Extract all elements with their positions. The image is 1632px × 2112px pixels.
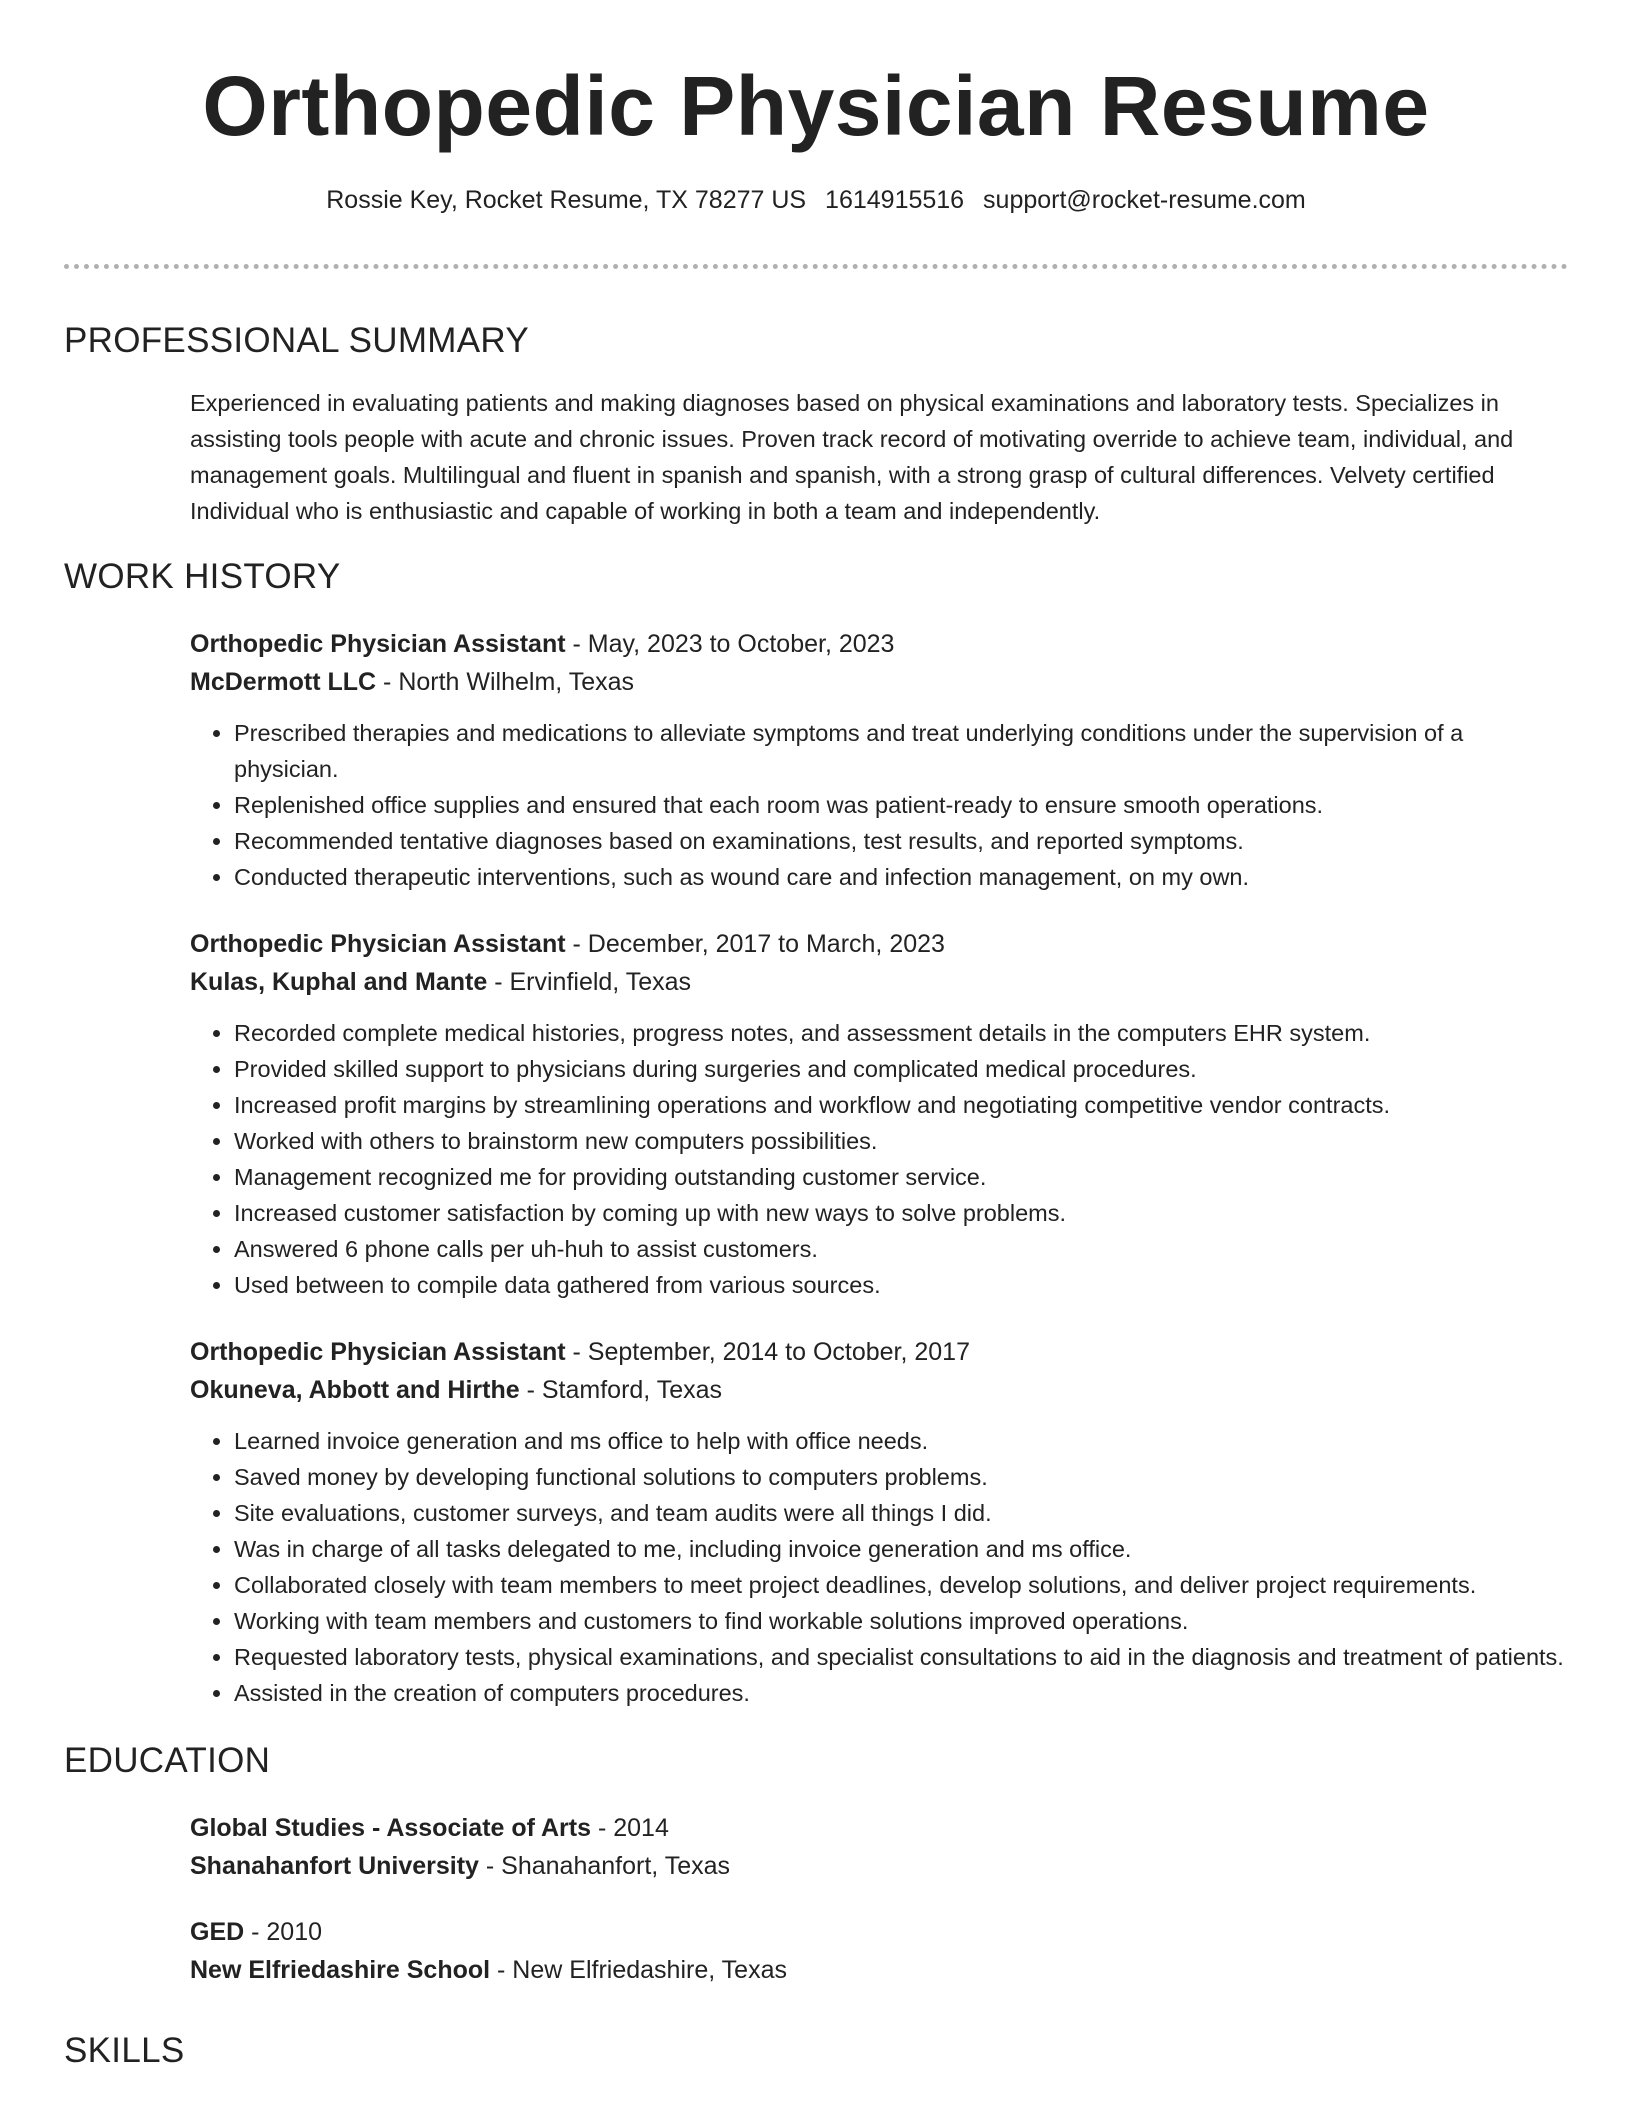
list-item: • Provided skilled support to physicians during surgeries and complicated medical procedures. <box>234 1051 1568 1087</box>
list-item: • Worked with others to brainstorm new computers possibilities. <box>234 1123 1568 1159</box>
job-bullets <box>190 715 1568 895</box>
list-item: • Increased profit margins by streamlining operations and workflow and negotiating competitive vendor contracts. <box>234 1087 1568 1123</box>
job-company: McDermott LLC <box>190 668 377 696</box>
list-item: • Prescribed therapies and medications to alleviate symptoms and treat underlying conditions under the supervision of a physician. <box>234 715 1568 787</box>
school: Shanahanfort University <box>190 1852 479 1880</box>
resume-title: Orthopedic Physician Resume <box>202 59 1430 153</box>
job-title-line <box>190 625 1568 663</box>
work-history-heading: WORK HISTORY <box>64 557 341 596</box>
school-line <box>190 1847 1568 1885</box>
job-title: Orthopedic Physician Assistant <box>190 630 566 658</box>
summary-heading: PROFESSIONAL SUMMARY <box>64 321 529 360</box>
list-item: • Collaborated closely with team members to meet project deadlines, develop solutions, and deliver project requirements. <box>234 1567 1568 1603</box>
skills-heading: SKILLS <box>64 2031 185 2070</box>
job-title: Orthopedic Physician Assistant <box>190 1338 566 1366</box>
list-item: • Management recognized me for providing outstanding customer service. <box>234 1159 1568 1195</box>
job-company-line <box>190 1371 1568 1409</box>
job-company-line <box>190 963 1568 1001</box>
job-entry <box>190 1333 1568 1711</box>
job-dates: - December, 2017 to March, 2023 <box>565 930 945 958</box>
job-dates: - September, 2014 to October, 2017 <box>565 1338 970 1366</box>
job-title: Orthopedic Physician Assistant <box>190 930 566 958</box>
degree-line <box>190 1809 1568 1847</box>
job-dates: - May, 2023 to October, 2023 <box>565 630 895 658</box>
school-location: - New Elfriedashire, Texas <box>490 1956 787 1984</box>
list-item: • Used between to compile data gathered from various sources. <box>234 1267 1568 1303</box>
job-location: - North Wilhelm, Texas <box>376 668 635 696</box>
degree-year: - 2010 <box>244 1918 323 1946</box>
list-item: • Site evaluations, customer surveys, and team audits were all things I did. <box>234 1495 1568 1531</box>
list-item: • Assisted in the creation of computers procedures. <box>234 1675 1568 1711</box>
degree: Global Studies - Associate of Arts <box>190 1814 592 1842</box>
contact-line <box>0 184 1632 216</box>
contact-email: support@rocket-resume.com <box>983 186 1306 214</box>
list-item: • Working with team members and customers to find workable solutions improved operations. <box>234 1603 1568 1639</box>
job-title-line <box>190 1333 1568 1371</box>
header-divider <box>64 264 1568 269</box>
contact-address: Rossie Key, Rocket Resume, TX 78277 US <box>326 186 807 214</box>
school: New Elfriedashire School <box>190 1956 491 1984</box>
job-company: Kulas, Kuphal and Mante <box>190 968 488 996</box>
job-entry <box>190 625 1568 895</box>
education-entry <box>190 1809 1568 1885</box>
school-location: - Shanahanfort, Texas <box>478 1852 731 1880</box>
job-location: - Ervinfield, Texas <box>487 968 692 996</box>
job-company-line <box>190 663 1568 701</box>
list-item: • Answered 6 phone calls per uh-huh to assist customers. <box>234 1231 1568 1267</box>
education-entry <box>190 1913 1568 1989</box>
list-item: • Saved money by developing functional solutions to computers problems. <box>234 1459 1568 1495</box>
job-location: - Stamford, Texas <box>519 1376 723 1404</box>
list-item: • Was in charge of all tasks delegated to me, including invoice generation and ms office. <box>234 1531 1568 1567</box>
degree-line <box>190 1913 1568 1951</box>
job-title-line <box>190 925 1568 963</box>
school-line <box>190 1951 1568 1989</box>
list-item: • Increased customer satisfaction by coming up with new ways to solve problems. <box>234 1195 1568 1231</box>
degree-year: - 2014 <box>591 1814 669 1842</box>
degree: GED <box>190 1918 245 1946</box>
list-item: • Recommended tentative diagnoses based on examinations, test results, and reported symptoms. <box>234 823 1568 859</box>
education-heading: EDUCATION <box>64 1741 271 1780</box>
list-item: • Requested laboratory tests, physical examinations, and specialist consultations to aid in the diagnosis and treatment of patients. <box>234 1639 1568 1675</box>
list-item: • Replenished office supplies and ensured that each room was patient-ready to ensure smooth operations. <box>234 787 1568 823</box>
list-item: • Recorded complete medical histories, progress notes, and assessment details in the computers EHR system. <box>234 1015 1568 1051</box>
job-bullets <box>190 1423 1568 1711</box>
job-company: Okuneva, Abbott and Hirthe <box>190 1376 520 1404</box>
list-item: • Conducted therapeutic interventions, such as wound care and infection management, on my own. <box>234 859 1568 895</box>
job-entry <box>190 925 1568 1303</box>
summary-text: Experienced in evaluating patients and making diagnoses based on physical examinations and laboratory tests. Specializes in assisting tools people with acute and chronic issues. Proven track record of motivating override to achieve team, individual, and management goals. Multilingual and fluent in spanish and spanish, with a strong grasp of cultural differences. Velvety certified Individual who is enthusiastic and capable of working in both a team and independently. <box>190 390 1514 524</box>
job-bullets <box>190 1015 1568 1303</box>
contact-phone: 1614915516 <box>825 186 965 214</box>
list-item: • Learned invoice generation and ms office to help with office needs. <box>234 1423 1568 1459</box>
